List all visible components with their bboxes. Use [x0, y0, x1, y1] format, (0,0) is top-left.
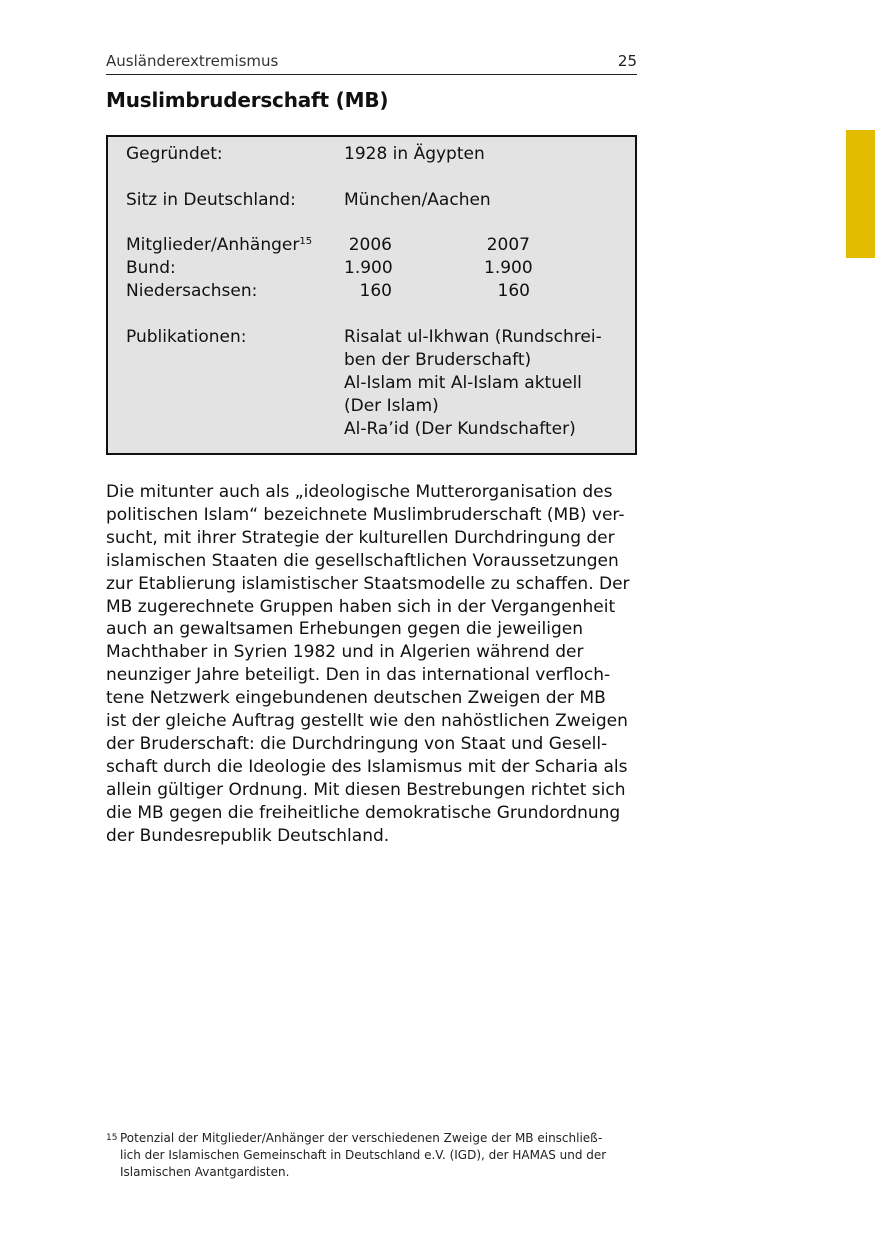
body-line: Die mitunter auch als „ideologische Mutterorganisation des: [106, 482, 613, 502]
body-line: allein gültiger Ordnung. Mit diesen Bestrebungen richtet sich: [106, 779, 626, 800]
footnote-line: lich der Islamischen Gemeinschaft in Deutschland e.V. (IGD), der HAMAS und der: [120, 1148, 607, 1162]
publication-line: Risalat ul-Ikhwan (Rundschrei-: [344, 327, 602, 347]
bund-2006-value: 1.900: [344, 258, 393, 278]
publication-line: (Der Islam): [344, 396, 439, 416]
body-line: zur Etablierung islamistischer Staatsmodelle zu schaffen. Der: [106, 573, 630, 594]
body-line: tene Netzwerk eingebundenen deutschen Zweigen der MB: [106, 688, 606, 709]
seat-value: München/Aachen: [344, 190, 491, 210]
publications-label: Publikationen:: [126, 327, 247, 347]
publication-line: ben der Bruderschaft): [344, 350, 532, 370]
body-line: politischen Islam“ bezeichnete Muslimbruderschaft (MB) ver-: [106, 504, 625, 525]
body-line: die MB gegen die freiheitliche demokratische Grundordnung: [106, 802, 621, 823]
body-line: sucht, mit ihrer Strategie der kulturellen Durchdringung der: [106, 527, 615, 548]
body-line: MB zugerechnete Gruppen haben sich in der Vergangenheit: [106, 596, 616, 617]
publication-line: Al-Ra’id (Der Kundschafter): [344, 419, 576, 439]
body-line: islamischen Staaten die gesellschaftlichen Voraussetzungen: [106, 550, 619, 571]
niedersachsen-2007-value: 160: [497, 281, 530, 301]
footnote-number: 15: [106, 1133, 118, 1143]
footnote-text: [120, 1130, 637, 1181]
footnote-reference: 15: [299, 236, 313, 247]
body-line: Machthaber in Syrien 1982 und in Algerien während der: [106, 642, 584, 663]
members-label-text: Mitglieder/Anhänger: [126, 235, 300, 255]
page-number: 25: [617, 52, 637, 70]
running-header: [106, 50, 637, 75]
body-line: der Bundesrepublik Deutschland.: [106, 825, 390, 846]
founded-value: 1928 in Ägypten: [344, 144, 485, 164]
publication-line: Al-Islam mit Al-Islam aktuell: [344, 373, 582, 393]
footnote: [106, 1130, 637, 1181]
body-line: schaft durch die Ideologie des Islamismus mit der Scharia als: [106, 756, 628, 777]
footnote-line: Potenzial der Mitglieder/Anhänger der verschiedenen Zweige der MB einschließ-: [120, 1131, 603, 1145]
page-title: Muslimbruderschaft (MB): [106, 88, 389, 112]
bund-2007-value: 1.900: [484, 258, 533, 278]
seat-label: Sitz in Deutschland:: [126, 190, 296, 210]
body-line: auch an gewaltsamen Erhebungen gegen die jeweiligen: [106, 619, 583, 640]
niedersachsen-label: Niedersachsen:: [126, 281, 258, 301]
chapter-tab-marker: [846, 130, 875, 258]
body-line: der Bruderschaft: die Durchdringung von Staat und Gesell-: [106, 733, 608, 754]
body-paragraph: [106, 481, 637, 848]
fact-box: [106, 135, 637, 455]
footnote-line: Islamischen Avantgardisten.: [120, 1165, 290, 1179]
year-2007-header: 2007: [486, 235, 530, 255]
body-line: ist der gleiche Auftrag gestellt wie den nahöstlichen Zweigen: [106, 711, 628, 732]
niedersachsen-2006-value: 160: [359, 281, 392, 301]
founded-label: Gegründet:: [126, 144, 223, 164]
year-2006-header: 2006: [348, 235, 392, 255]
section-title: Ausländerextremismus: [106, 52, 279, 70]
body-line: neunziger Jahre beteiligt. Den in das international verfloch-: [106, 665, 611, 686]
bund-label: Bund:: [126, 258, 176, 278]
members-label: [126, 234, 312, 257]
